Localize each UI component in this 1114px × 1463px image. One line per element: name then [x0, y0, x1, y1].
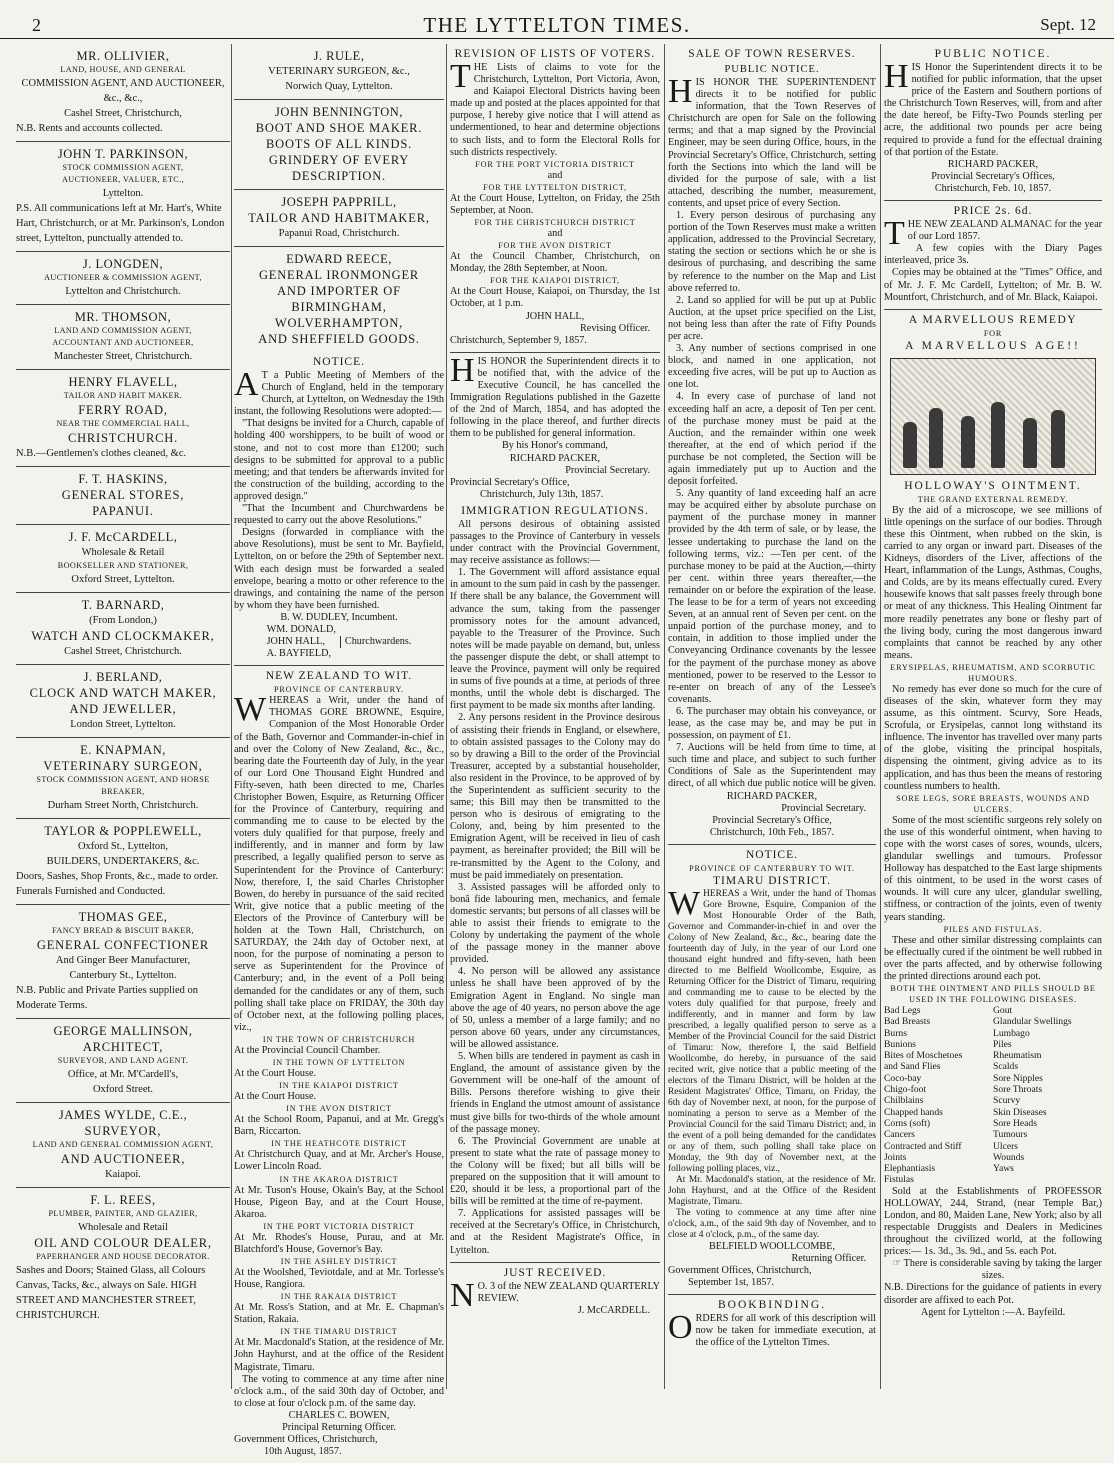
ad-paragraph: Sold at the Establishments of PROFESSOR HOLLOWAY, 244, Strand, (near Temple Bar,) London, and 80, Maiden Lane, New York; also by all respectable Druggists and Dealers in Medicines throughout the civilized world, at the following prices:— 1s. 3d., 3s. 9d., and 5s. each Pot.: [884, 1185, 1102, 1258]
business-line: AUCTIONEER, VALUER, ETC.,: [61, 175, 185, 184]
writ-body: HEREAS a Writ, under the hand of THOMAS GORE BROWNE, Esquire, Companion of the Most Honorable Order of the Bath, Governor and Commander-in-chief in and over the Colony of New Zealand, &c., &c., bearing date the Fourteenth day of July, in the year of our Lord One Thousand Eight Hundred and Fifty-seven, hath been directed to me, Charles Christopher Bowen, Esquire, as Returning Officer for the Province of Canterbury, requiring and commanding me to cause to be elected by the voters duly qualified for that purpose, freely and indifferently, and in manner and form by law prescribed, a legally qualified person to serve as Superintendent for the Province of Canterbury: Now, therefore, I, the said Charles Christopher Bowen, do hereby in pursuance of the said recited Writ, give notice that a public meeting of the Electors of the Province of Canterbury will be holden at the Town Hall, Christchurch, on SATURDAY, the 24th day of October next, at noon, for the purpose of nominating a person to serve as Superintendent for the Province of Canterbury; and, in the event of a Poll being demanded for the candidates or any of them, such polling shall take place on FRIDAY, the 30th day of October next, at the following polling places, viz.,: [234, 695, 444, 1033]
business-line: GENERAL CONFECTIONER: [36, 938, 210, 952]
writ-subheading: PROVINCE OF CANTERBURY.: [274, 685, 404, 695]
disease-item: Ulcers: [993, 1140, 1019, 1152]
business-line: London Street, Lyttelton.: [70, 719, 176, 730]
writ-date: 10th August, 1857.: [264, 1446, 342, 1458]
disease-item: Yaws: [993, 1163, 1014, 1175]
secretary-name: RICHARD PACKER,: [947, 158, 1039, 170]
polling-place: At the Woolshed, Teviotdale, and at Mr. Torlesse's House, Rangiora.: [234, 1267, 444, 1291]
business-line: Wholesale and Retail: [78, 1222, 168, 1233]
business-line: PAPERHANGER AND HOUSE DECORATOR.: [36, 1252, 210, 1261]
reserves-heading: SALE OF TOWN RESERVES.: [688, 48, 856, 60]
secretary-name: RICHARD PACKER,: [509, 452, 601, 464]
disease-item: Elephantiasis: [884, 1163, 936, 1175]
received-body: O. 3 of the NEW ZEALAND QUARTERLY REVIEW.: [477, 1280, 660, 1304]
business-line: Lyttelton.: [102, 188, 144, 199]
ointment-title: HOLLOWAY'S OINTMENT.: [904, 479, 1082, 492]
column-3: [450, 44, 660, 1389]
business-line: Durham Street North, Christchurch.: [47, 800, 199, 811]
wardens-label: Churchwardens.: [340, 636, 411, 648]
ad-subheading: ERYSIPELAS, RHEUMATISM, AND SCORBUTIC HUMOURS.: [890, 662, 1096, 683]
disease-item: Skin Diseases: [993, 1106, 1047, 1118]
polling-district: IN THE RAKAIA DISTRICT: [280, 1292, 398, 1302]
drop-cap: N: [450, 1276, 475, 1314]
business-line: VETERINARY SURGEON, &c.,: [268, 66, 410, 77]
conjunction: and: [547, 228, 563, 240]
almanac-price: PRICE 2s. 6d.: [953, 205, 1033, 218]
business-line: STOCK COMMISSION AGENT,: [62, 163, 184, 172]
disease-item: Bites of Moschetoes: [884, 1050, 963, 1062]
writ-signature-title: Principal Returning Officer.: [282, 1422, 396, 1434]
column-rule: [880, 44, 881, 1389]
business-card: [16, 905, 230, 1019]
business-line: BOOTS OF ALL KINDS.: [266, 137, 412, 151]
disease-item: Sore Heads: [993, 1117, 1037, 1129]
disease-item: Glandular Swellings: [993, 1016, 1072, 1028]
timaru-body: HEREAS a Writ, under the hand of Thomas Gore Browne, Esquire, Companion of the Most Honourable Order of the Bath, Governor and Commander-in-chief in and over the Colony of New Zealand, &c., &c., bearing date the fourteenth day of July, in the year of our Lord one thousand eight hundred and fifty-seven, hath been directed to me Belfield Woollcombe, Esquire, as Returning Officer for the District of Timaru, requiring and commanding me to cause to be elected by the voters duly qualified for that purpose, freely and indifferently, and in manner and form by law prescribed, a legally qualified person to serve as a Member of the Provincial Council for the said District of Timaru: Now, therefore I, the said Belfield Woollcombe, do hereby, in pursuance of the said recited writ, give notice that a public meeting of the electors of the Timaru District, will be holden at the Resident Magistrates' Office, Timaru, on Friday, the 6th day of November next, at noon, for the purpose of nominating a person to serve as a Member of the Provincial Council for the said Timaru District; and, in the event of a poll being demanded for the candidates or any of them, such polling shall take place on Monday, the 9th day of November next, at the following polling places, viz.,: [668, 888, 876, 1174]
disease-item: Cancers: [884, 1129, 915, 1141]
regulation-item: 7. Applications for assisted passages will be received at the Secretary's Office, in Christchurch, and at the Resident Magistrate's Office, in Lyttelton.: [450, 1208, 660, 1256]
churchwardens: [234, 624, 444, 660]
polling-district: IN THE PORT VICTORIA DISTRICT: [263, 1221, 415, 1231]
revision-body: HE Lists of claims to vote for the Christchurch, Lyttelton, Port Victoria, Avon, and Kaiapoi Electoral Districts having been made up and posted at the places appointed for that purpose, I hereby give notice that I will attend as undermentioned, to hear and determine objections to such lists, and to form the Electoral Rolls for such districts respectively.: [450, 62, 660, 158]
column-5: [884, 44, 1102, 1389]
business-note: N.B. Rents and accounts collected.: [16, 123, 163, 134]
polling-place: At the Court House.: [234, 1091, 317, 1103]
drop-cap: A: [234, 366, 259, 403]
just-received-notice: [450, 1263, 660, 1322]
business-line: LAND, HOUSE, AND GENERAL: [60, 65, 186, 74]
business-line: CHRISTCHURCH.: [67, 431, 179, 445]
timaru-subheading: PROVINCE OF CANTERBURY TO WIT.: [689, 863, 855, 873]
notice-date: September 1st, 1857.: [688, 1277, 775, 1289]
sitting-place: At the Court House, Lyttelton, on Friday, the 25th September, at Noon.: [450, 192, 660, 216]
drop-cap: H: [668, 73, 693, 110]
disease-item: Lumbago: [993, 1027, 1030, 1039]
business-name: F. L. REES,: [90, 1193, 156, 1207]
polling-place: At Christchurch Quay, and at Mr. Archer's House, Lower Lincoln Road.: [234, 1149, 444, 1173]
revision-notice: [450, 44, 660, 353]
public-notice-body: IS Honor the Superintendent directs it to be notified for public information, that the upset price of the Eastern and Southern portions of the Christchurch Town Reserves, will, from and after the date hereof, be Fifty-Two Pounds sterling per acre, the additional two pounds per acre being required to provide a fund for the effectual draining of that portion of the Estate.: [884, 62, 1102, 158]
warden-name: JOHN HALL,: [266, 636, 325, 648]
disease-item: Corns (soft): [884, 1117, 931, 1129]
business-line: PLUMBER, PAINTER, AND GLAZIER,: [48, 1209, 198, 1218]
polling-district: IN THE TIMARU DISTRICT: [280, 1327, 398, 1337]
by-command: By his Honor's command,: [502, 440, 608, 452]
regulation-item: 4. No person will be allowed any assistance unless he shall have been approved of by the Emigration Agent in England. No single man above the age of 40 years, no person above the age of 50, unless a member of a large family; and no person above 60 years, under any circumstances, will be allowed assistance.: [450, 966, 660, 1050]
business-name: THOMAS GEE,: [78, 910, 168, 924]
almanac-stockists: Copies may be obtained at the "Times" Office, and of Mr. J. F. Mc Cardell, Lyttelton; of Mr. B. W. Mountfort, Christchurch, and of Mr. Black, Kaiapoi.: [884, 267, 1102, 303]
disease-list: [884, 1005, 1102, 1186]
reserves-intro: IS HONOR THE SUPERINTENDENT directs it to be notified for public information, that the Town Reserves of Christchurch are open for Sale on the following terms; and that a map signed by the Provincial Engineer, may be seen during Office, hours, in the Provincial Secretary's Office, Christchurch, setting forth the Sections into which the land will be divided for the purpose of sale, with a list attached, describing the number, measurement, contents, and upset price of every Section.: [668, 77, 876, 209]
business-line: Canterbury St., Lyttelton.: [69, 970, 177, 981]
business-line: FERRY ROAD,: [78, 403, 168, 417]
masthead: [0, 0, 1114, 39]
business-line: Office, at Mr. M'Cardell's,: [67, 1069, 179, 1080]
notice-intro: T a Public Meeting of Members of the Church of England, held in the temporary Church, at Lyttelton, on Wednesday the 19th instant, the following Resolutions were adopted:—: [234, 370, 444, 418]
business-card: [16, 44, 230, 142]
business-name: J. RULE,: [313, 49, 365, 63]
business-line: GRINDERY OF EVERY DESCRIPTION.: [268, 153, 410, 183]
revision-date: Christchurch, September 9, 1857.: [450, 334, 587, 346]
business-line: Papanui Road, Christchurch.: [278, 228, 400, 239]
disease-item: Bad Legs: [884, 1004, 921, 1016]
ad-paragraph: Some of the most scientific surgeons rely solely on the use of this wonderful ointment, when having to cope with the worst cases of sores, wounds, ulcers, glandular swellings and tumours. Professor Holloway has despatched to the East large shipments of this ointment, to be used in the worst cases of wounds. It will cure any ulcer, glandular swelling, stiffness, or contraction of the joints, even of twenty years standing.: [884, 814, 1102, 923]
regulations-intro: All persons desirous of obtaining assisted passages to the Province of Canterbury in vessels under contract with the Provincial Government, may receive assistance as follows:—: [450, 518, 660, 567]
regulation-item: 6. The Provincial Government are unable at present to state what the rate of passage money to the Colony will be fixed; but all bills will be prepared on the supposition that it will amount to £20, should it be less, a proportional part of the bills will be remitted at the time of re-payment.: [450, 1135, 660, 1208]
business-line: TAILOR AND HABITMAKER,: [248, 211, 430, 225]
column-4: [668, 44, 876, 1389]
disease-item: Tumours: [993, 1129, 1028, 1141]
drop-cap: O: [668, 1309, 693, 1347]
drop-cap: T: [884, 215, 905, 253]
business-name: J. LONGDEN,: [82, 257, 164, 271]
disease-item: Scurvy: [993, 1095, 1021, 1107]
notice-heading: NOTICE.: [312, 356, 366, 368]
business-line: FANCY BREAD & BISCUIT BAKER,: [52, 926, 194, 935]
business-name: J. BERLAND,: [83, 670, 163, 684]
business-card: [16, 305, 230, 370]
election-writ: [234, 666, 444, 1463]
business-line: LAND AND COMMISSION AGENT,: [54, 326, 192, 335]
business-card: [16, 370, 230, 467]
polling-district: IN THE TOWN OF LYTTELTON: [272, 1057, 406, 1067]
secretary-name: RICHARD PACKER,: [726, 790, 818, 802]
disease-item: Contracted and Stiff: [884, 1140, 962, 1152]
business-line: AND SHEFFIELD GOODS.: [258, 332, 420, 346]
issue-date: Sept. 12: [1040, 15, 1096, 34]
timaru-writ: [668, 845, 876, 1295]
polling-district: IN THE KAIAPOI DISTRICT: [279, 1081, 399, 1091]
regulation-item: 3. Assisted passages will be afforded only to bonâ fide labouring men, mechanics, and female domestic servants; but persons of all classes will be able to assist their friends to emigrate to the Colony by undertaking the payment of the whole of the passage money in the manner above provided.: [450, 881, 660, 966]
business-line: OIL AND COLOUR DEALER,: [34, 1236, 212, 1250]
disease-item: Piles: [993, 1038, 1012, 1050]
timaru-places: At Mr. Macdonald's station, at the residence of Mr. John Hayhurst, and at the Office of the Resident Magistrate, Timaru.: [668, 1174, 876, 1207]
immigration-notice: [450, 353, 660, 1263]
district-label: FOR THE PORT VICTORIA DISTRICT: [475, 159, 635, 169]
disease-item: Wounds: [993, 1151, 1025, 1163]
business-line: BOOT AND SHOE MAKER.: [255, 121, 423, 135]
disease-item: Joints: [884, 1151, 907, 1163]
disease-item: Chapped hands: [884, 1106, 943, 1118]
business-line: LAND AND GENERAL COMMISSION AGENT,: [32, 1140, 214, 1149]
newspaper-title: THE LYTTELTON TIMES.: [423, 13, 691, 37]
ad-saving-note: ☞ There is considerable saving by taking the larger sizes.: [892, 1258, 1102, 1282]
secretary-title: Provincial Secretary.: [781, 802, 866, 814]
business-card: [234, 190, 444, 247]
holloway-illustration: [890, 358, 1096, 475]
disease-item: Sore Nipples: [993, 1072, 1043, 1084]
column-rule: [446, 44, 447, 1389]
business-line: GENERAL STORES,: [61, 488, 185, 502]
polling-place: At Mr. Ross's Station, and at Mr. E. Chapman's Station, Rakaia.: [234, 1302, 444, 1326]
column-business-cards: [16, 44, 230, 1389]
received-signature: J. McCARDELL.: [577, 1304, 650, 1316]
disease-item: Chigo-foot: [884, 1084, 927, 1096]
business-card: [16, 142, 230, 252]
resolution-2: "That the Incumbent and Churchwardens be requested to carry out the above Resolutions.": [234, 503, 444, 527]
notice-date: Christchurch, 10th Feb., 1857.: [709, 826, 835, 838]
district-label: FOR THE LYTTELTON DISTRICT,: [483, 182, 627, 192]
business-line: SURVEYOR, AND LAND AGENT.: [57, 1056, 189, 1065]
received-heading: JUST RECEIVED.: [503, 1266, 607, 1279]
business-card: [16, 467, 230, 525]
regulation-item: 5. When bills are tendered in payment as cash in England, the amount of assistance given by the Government will be one-half of the amount of Bills. Persons therefore wishing to give their friends in England the utmost amount of assistance must give bills for two-thirds of the whole amount of the passage money.: [450, 1051, 660, 1135]
polling-district: IN THE ASHLEY DISTRICT: [280, 1257, 398, 1266]
timaru-heading: NOTICE.: [745, 848, 799, 861]
drop-cap: H: [884, 58, 909, 95]
sale-term: 6. The purchaser may obtain his conveyance, or lease, as the case may be, and may be put in possession, on payment of £1.: [668, 705, 876, 742]
business-name: J. F. McCARDELL,: [68, 530, 178, 544]
ad-paragraph: By the aid of a microscope, we see millions of little openings on the surface of our bodies. Through these this Ointment, when rubbed on the skin, is carried to any organ or inward part. Diseases of the Kidneys, disorders of the Liver, affections of the Heart, inflammation of the Lungs, Asthmas, Coughs, and Colds, are by its means effectually cured. Every housewife knows that salt passes freely through bone or meat of any thickness. This Healing Ointment far more readily penetrates any bone or fleshy part of the living body, curing the most dangerous inward complaints that cannot be reached by any other means.: [884, 504, 1102, 661]
sitting-place: At the Court House, Kaiapoi, on Thursday, the 1st October, at 1 p.m.: [450, 286, 660, 310]
warden-name: A. BAYFIELD,: [266, 648, 332, 660]
district-label: FOR THE KAIAPOI DISTRICT,: [490, 276, 620, 286]
disease-item: Chilblains: [884, 1095, 924, 1107]
business-card: [234, 247, 444, 352]
disease-item: Burns: [884, 1027, 907, 1039]
business-line: WATCH AND CLOCKMAKER,: [31, 629, 215, 643]
polling-district: IN THE HEATHCOTE DISTRICT: [271, 1139, 407, 1149]
disease-item: Sore Throats: [993, 1084, 1043, 1096]
polling-district: IN THE AKAROA DISTRICT: [279, 1174, 399, 1184]
writ-signature: CHARLES C. BOWEN,: [288, 1409, 390, 1421]
polling-place: At the Court House.: [234, 1067, 317, 1079]
business-note: Sashes and Doors; Stained Glass, all Colours Canvas, Tacks, &c., always on Sale. HIGH STREET AND MANCHESTER STREET, CHRISTCHURCH.: [16, 1265, 206, 1321]
regulations-heading: IMMIGRATION REGULATIONS.: [461, 504, 649, 517]
business-line: ARCHITECT,: [82, 1040, 164, 1054]
business-note: N.B.—Gentlemen's clothes cleaned, &c.: [16, 448, 187, 459]
returning-officer-name: BELFIELD WOOLLCOMBE,: [708, 1240, 835, 1252]
business-name: F. T. HASKINS,: [78, 472, 168, 486]
business-line: STOCK COMMISSION AGENT, AND HORSE BREAKER,: [36, 775, 210, 796]
bookbinding-body: RDERS for all work of this description will now be taken for immediate execution, at the office of the Lyttelton Times.: [695, 1313, 876, 1349]
business-name: TAYLOR & POPPLEWELL,: [44, 824, 202, 838]
timaru-district: TIMARU DISTRICT.: [712, 874, 831, 887]
disease-item: Rheumatism: [993, 1050, 1042, 1062]
disease-item: Bunions: [884, 1038, 916, 1050]
polling-place: At Mr. Rhodes's House, Purau, and at Mr. Blatchford's House, Governor's Bay.: [234, 1231, 444, 1255]
bookbinding-notice: [668, 1295, 876, 1354]
polling-place: At Mr. Macdonald's Station, at the residence of Mr. John Hayhurst, and at the office of the Resident Magistrate, Timaru.: [234, 1337, 444, 1373]
business-line: Oxford Street, Lyttelton.: [71, 574, 175, 585]
business-name: EDWARD REECE,: [286, 252, 392, 266]
business-line: TAILOR AND HABIT MAKER.: [63, 391, 183, 400]
almanac-ad: [884, 201, 1102, 310]
business-card: [16, 525, 230, 593]
page-number: 2: [32, 15, 41, 35]
warden-name: WM. DONALD,: [266, 623, 336, 635]
district-label: FOR THE CHRISTCHURCH DISTRICT: [474, 218, 636, 228]
ad-subheading: PILES AND FISTULAS.: [943, 924, 1043, 934]
honor-body: IS HONOR the Superintendent directs it to be notified that, with the advice of the Executive Council, he has cancelled the Immigration Regulations published in the Gazette of the 2nd of March, 1854, and has adopted the following in the place thereof, and further directs them to be published for general information.: [450, 355, 660, 440]
ad-paragraph: These and other similar distressing complaints can be effectually cured if the ointment be well rubbed in over the parts affected, and by otherwise following the printed directions around each pot.: [884, 934, 1102, 982]
business-line: Norwich Quay, Lyttelton.: [285, 81, 393, 92]
almanac-diary-note: A few copies with the Diary Pages interleaved, price 3s.: [884, 243, 1102, 267]
business-card: [16, 1188, 230, 1328]
business-line: Wholesale & Retail: [81, 547, 165, 558]
revision-heading: REVISION OF LISTS OF VOTERS.: [454, 48, 656, 60]
bookbinding-heading: BOOKBINDING.: [717, 1299, 826, 1312]
business-card: [16, 593, 230, 665]
town-reserves-notice: [668, 44, 876, 845]
almanac-title: HE NEW ZEALAND ALMANAC for the year of our Lord 1857.: [907, 219, 1102, 243]
business-line: ACCOUNTANT AND AUCTIONEER,: [52, 338, 194, 347]
business-card: [16, 1103, 230, 1188]
returning-officer-title: Returning Officer.: [791, 1253, 866, 1264]
business-line: BOOKSELLER AND STATIONER,: [57, 561, 189, 570]
notice-body: Designs (forwarded in compliance with the above Resolutions), must be sent to Mr. Bayfield, Lyttelton, on or before the 29th of September next. With each design must be forwarded a sealed envelope, bearing a motto or other reference to the drawings, and containing the name of the person by whom they have been furnished.: [234, 527, 444, 611]
business-line: Kaiapoi.: [105, 1169, 141, 1180]
ad-subheading: SORE LEGS, SORE BREASTS, WOUNDS AND ULCERS.: [896, 793, 1090, 814]
conjunction: and: [547, 169, 563, 181]
disease-item: Bad Breasts: [884, 1016, 931, 1028]
incumbent-signature: B. W. DUDLEY, Incumbent.: [280, 611, 398, 623]
business-line: COMMISSION AGENT, AND AUCTIONEER, &c., &c.,: [21, 78, 225, 104]
business-card: [234, 44, 444, 100]
polling-place: At the Provincial Council Chamber.: [234, 1044, 381, 1056]
business-line: AND IMPORTER OF: [277, 284, 401, 298]
business-line: Manchester Street, Christchurch.: [53, 351, 193, 362]
office-line: Provincial Secretary's Office,: [450, 476, 570, 488]
polling-district: IN THE AVON DISTRICT: [286, 1104, 392, 1114]
disease-item: Coco-bay: [884, 1072, 922, 1084]
disease-item: Fistulas: [884, 1174, 914, 1186]
upset-price-notice: [884, 44, 1102, 201]
remedy-age: A MARVELLOUS AGE!!: [905, 339, 1081, 352]
ad-paragraph: No remedy has ever done so much for the cure of diseases of the skin, whatever form they may assume, as this ointment. Scurvy, Sore Heads, Scrofula, or Erysipelas, cannot long withstand its influence. The inventor has travelled over many parts of the globe, visiting the principal hospitals, dispensing the ointment, giving advice as to its application, and has thus been the means of restoring countless numbers to health.: [884, 683, 1102, 792]
disease-item: and Sand Flies: [884, 1061, 941, 1073]
business-line: AND AUCTIONEER,: [60, 1152, 186, 1166]
revising-officer-name: JOHN HALL,: [525, 310, 585, 322]
polling-place: At the School Room, Papanui, and at Mr. Gregg's Barn, Riccarton.: [234, 1114, 444, 1138]
disease-item: Scalds: [993, 1061, 1019, 1073]
business-line: Cashel Street, Christchurch.: [64, 646, 182, 657]
business-note: Doors, Sashes, Shop Fronts, &c., made to order. Funerals Furnished and Conducted.: [16, 871, 219, 897]
drop-cap: W: [668, 884, 701, 922]
ointment-subtitle: THE GRAND EXTERNAL REMEDY.: [917, 494, 1069, 504]
column-rule: [231, 44, 232, 1389]
column-rule: [664, 44, 665, 1389]
business-line: Oxford St., Lyttelton,: [77, 841, 169, 852]
business-line: GENERAL IRONMONGER: [258, 268, 420, 282]
business-line: CLOCK AND WATCH MAKER,: [29, 686, 217, 700]
business-card: [16, 1019, 230, 1103]
sale-term: 5. Any quantity of land exceeding half an acre may be acquired either by absolute purchase on payment of the purchase money in manner provided by the 4th term of sale, or by lease, the lessee undertaking to purchase the land on the following terms, viz.: —Ten per cent. of the purchase money to be paid at the Auction,—thirty per cent. within three years thereafter,—the remainder on or before the expiration of the lease. The lease to be for a term of years not exceeding Seven, at an annual rent of Seven per cent. on the unpaid portion of the purchase money, and to contain, in addition to those implied under the Conveyancing Ordinance covenants by the lessee for the payment of the purchase money as above mentioned, power to be reserved to the Lessor to re-enter on breach of any of the Lessee's covenants.: [668, 488, 876, 705]
business-line: VETERINARY SURGEON,: [43, 759, 203, 773]
writ-office: Government Offices, Christchurch,: [234, 1434, 378, 1446]
disease-item: Gout: [993, 1004, 1013, 1016]
business-line: Oxford Street.: [92, 1084, 154, 1095]
business-name: JOHN T. PARKINSON,: [57, 147, 189, 161]
resolution-1: "That designs be invited for a Church, capable of holding 400 worshippers, to be built of wood or stone, and not to cost more than £1200; such designs to be submitted for approval to a public meeting; and that tenders be afterwards invited for the construction of the building, according to the approved design.": [234, 418, 444, 502]
business-line: And Ginger Beer Manufacturer,: [55, 955, 191, 966]
remedy-for: FOR: [983, 328, 1003, 338]
sale-term: 1. Every person desirous of purchasing any portion of the Town Reserves must make a written application, addressed to the Provincial Secretary, stating the section or sections which he or she is desirous of purchasing, and describing the same by reference to the number on the Map and List above referred to.: [668, 210, 876, 294]
business-name: JAMES WYLDE, C.E.,: [58, 1108, 188, 1122]
office-line: Provincial Secretary's Offices,: [931, 170, 1055, 182]
business-line: Lyttelton and Christchurch.: [65, 286, 181, 297]
district-label: FOR THE AVON DISTRICT: [498, 241, 612, 251]
business-name: T. BARNARD,: [81, 598, 165, 612]
business-name: E. KNAPMAN,: [80, 743, 166, 757]
polling-place: At Mr. Tuson's House, Okain's Bay, at the School House, Pigeon Bay, and at the Court House, Akaroa.: [234, 1184, 444, 1220]
public-notice-heading: PUBLIC NOTICE.: [934, 48, 1052, 60]
notice-date: Christchurch, Feb. 10, 1857.: [934, 182, 1052, 194]
business-name: JOHN BENNINGTON,: [275, 105, 403, 119]
business-card: [16, 252, 230, 305]
regulation-item: 2. Any persons resident in the Province desirous of assisting their friends in England, or elsewhere, to obtain assisted passages to the Colony may do so by drawing a Bill to the order of the Provincial Treasurer, accepted by a substantial householder, also resident in the Province, to be approved of by the Superintendent as sufficient security to the same; this Bill may then be transmitted to the person who is desirous of emigrating to the Colony, and, being by him presented to the Emigration Agent, will be received in lieu of cash payment, as hereinafter provided; the Bill will be re-transmitted by the Agent to the Colony, and must be paid immediately on presentation.: [450, 712, 660, 881]
business-name: GEORGE MALLINSON,: [53, 1024, 193, 1038]
business-card: [234, 100, 444, 190]
revising-officer-title: Revising Officer.: [580, 322, 650, 334]
sale-term: 2. Land so applied for will be put up at Public Auction, at the upset price specified on the List, not being less than after the rate of Fifty Pounds per acre.: [668, 294, 876, 342]
regulation-item: 1. The Government will afford assistance equal in amount to the sum paid in cash by the passenger. If there shall be any balance, the Government will advance the sum, taking from the passenger promissory notes for the amount advanced, payable to the Treasurer of the Province. Such notes will be made payable on demand, but, unless the passenger dispute the debt, or shall attempt to leave the Province, payment will only be required in sums of five pounds at a time, at periods of three months, until the whole debt is discharged. The first payment to be made six months after landing.: [450, 567, 660, 712]
business-name: MR. THOMSON,: [74, 310, 172, 324]
business-card: [16, 819, 230, 905]
business-name: JOSEPH PAPPRILL,: [281, 195, 397, 209]
polling-district: IN THE TOWN OF CHRISTCHURCH: [262, 1034, 416, 1044]
business-note: P.S. All communications left at Mr. Hart's, White Hart, Christchurch, or at Mr. Parkinson's, London street, Lyttelton, punctually attended to.: [16, 203, 225, 244]
business-name: HENRY FLAVELL,: [68, 375, 178, 389]
drop-cap: H: [450, 351, 475, 389]
business-line: AND JEWELLER,: [69, 702, 177, 716]
notice-date: Christchurch, July 13th, 1857.: [480, 488, 604, 500]
business-line: BIRMINGHAM, WOLVERHAMPTON,: [274, 300, 404, 330]
reserves-subheading: PUBLIC NOTICE.: [724, 64, 820, 75]
timaru-closing: The voting to commence at any time after nine o'clock, a.m., of the said 9th day of November, and to close at 4 o'clock, p.m., of the same day.: [668, 1207, 876, 1240]
writ-closing: The voting to commence at any time after nine o'clock a.m., of the said 30th day of October, and to close at four o'clock p.m. of the same day.: [234, 1373, 444, 1409]
office-line: Government Offices, Christchurch,: [668, 1265, 812, 1277]
ad-directions-note: N.B. Directions for the guidance of patients in every disorder are affixed to each Pot.: [884, 1282, 1102, 1306]
writ-heading: NEW ZEALAND TO WIT.: [265, 670, 413, 683]
business-line: SURVEYOR,: [84, 1124, 162, 1138]
ad-subheading: BOTH THE OINTMENT AND PILLS SHOULD BE USED IN THE FOLLOWING DISEASES.: [890, 983, 1096, 1004]
business-line: BUILDERS, UNDERTAKERS, &c.: [46, 856, 200, 867]
drop-cap: W: [234, 691, 267, 729]
business-line: Cashel Street, Christchurch,: [64, 108, 182, 119]
office-line: Provincial Secretary's Office,: [712, 814, 832, 826]
business-note: N.B. Public and Private Parties supplied on Moderate Terms.: [16, 985, 198, 1011]
business-line: AUCTIONEER & COMMISSION AGENT,: [44, 273, 202, 282]
business-line: (From London,): [89, 615, 157, 626]
business-line: NEAR THE COMMERCIAL HALL,: [56, 419, 190, 428]
remedy-headline: A MARVELLOUS REMEDY: [908, 313, 1078, 326]
sitting-place: At the Council Chamber, Christchurch, on Monday, the 28th September, at Noon.: [450, 251, 660, 275]
sale-term: 4. In every case of purchase of land not exceeding half an acre, a deposit of Ten per cent. of the purchase money must be paid at the Auction, and the remainder within one week thereafter, at the end of which period if the purchase be not completed, the Section will be again immediately put up to Auction and the deposit forfeited.: [668, 391, 876, 488]
church-notice: [234, 352, 444, 666]
column-2: [234, 44, 444, 1458]
business-name: MR. OLLIVIER,: [76, 49, 170, 63]
ad-agent: Agent for Lyttelton :—A. Bayfeild.: [920, 1306, 1066, 1318]
business-card: [16, 738, 230, 819]
secretary-title: Provincial Secretary.: [565, 464, 650, 476]
holloway-ad: [884, 310, 1102, 1324]
drop-cap: T: [450, 58, 471, 95]
sale-term: 7. Auctions will be held from time to time, at such time and place, and subject to such further Conditions of Sale as the Superintendent may direct, of all which due public notice will be given.: [668, 742, 876, 790]
sale-term: 3. Any number of sections comprised in one block, and named in one application, not exceeding five acres, will be put up to Auction as one lot.: [668, 343, 876, 391]
business-card: [16, 665, 230, 738]
business-line: PAPANUI.: [92, 504, 154, 518]
